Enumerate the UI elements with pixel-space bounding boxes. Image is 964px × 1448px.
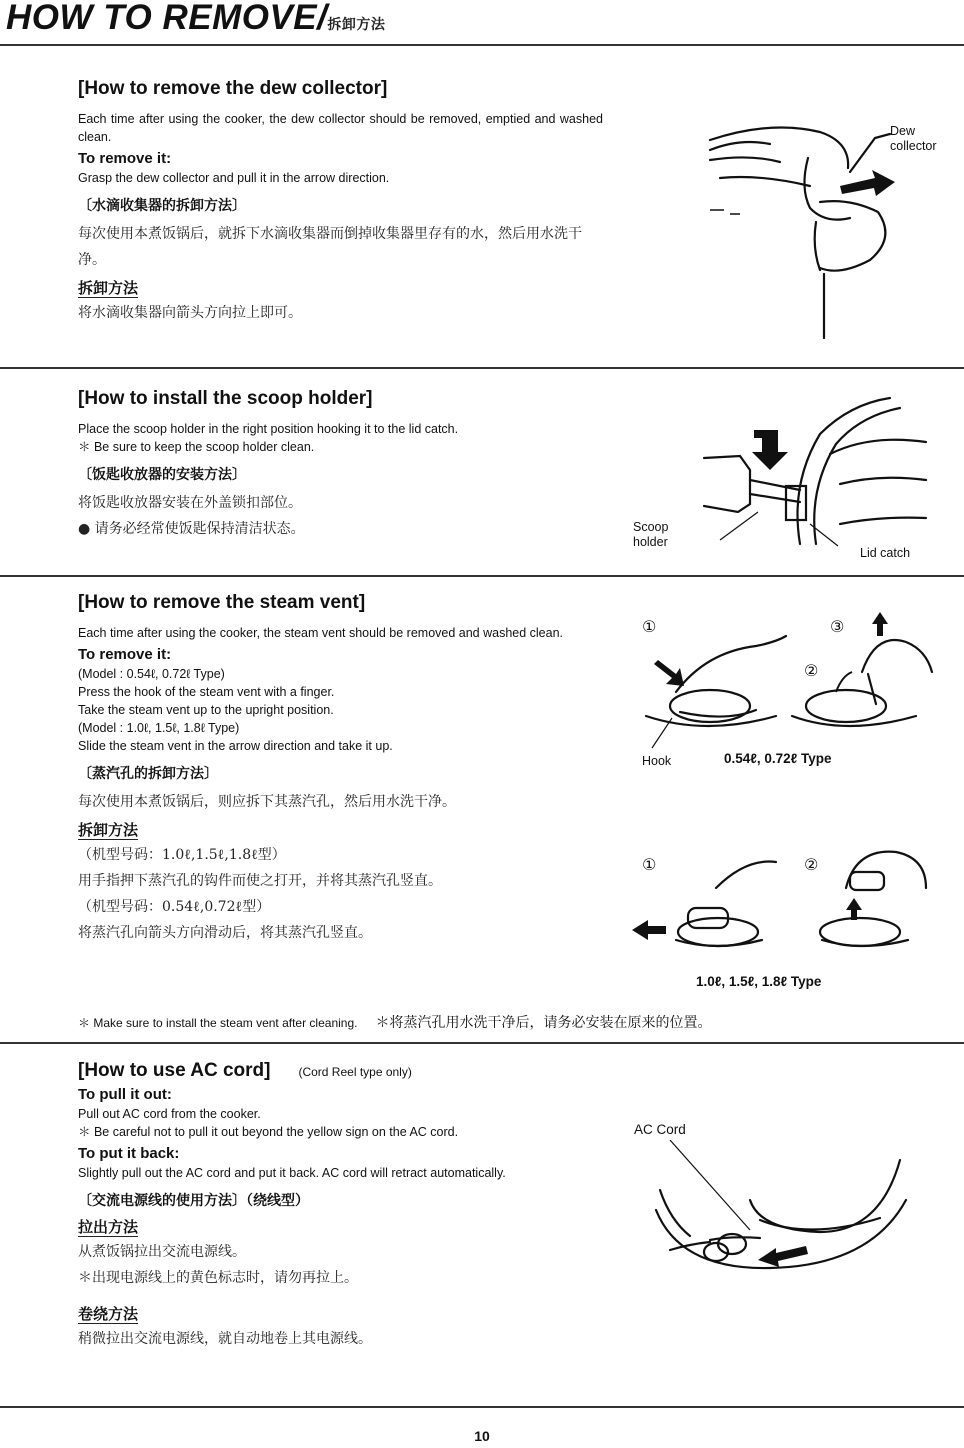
vent-cn-intro: 每次使用本煮饭锅后，则应拆下其蒸汽孔，然后用水洗干净。 — [78, 794, 456, 810]
cord-heading: [How to use AC cord] — [78, 1060, 271, 1081]
cord-cn-note1: ＊出现电源线上的黄色标志时，请勿再拉上。 — [78, 1270, 358, 1286]
vent-model-a: (Model : 0.54ℓ, 0.72ℓ Type) — [78, 667, 225, 681]
cord-pull-heading: To pull it out: — [78, 1086, 172, 1103]
vent-remove-heading: To remove it: — [78, 646, 172, 663]
cord-put-text: Slightly pull out the AC cord and put it back. AC cord will retract automatically. — [78, 1166, 506, 1180]
vent-model-b: (Model : 1.0ℓ, 1.5ℓ, 1.8ℓ Type) — [78, 721, 240, 735]
page-title-cn: 拆卸方法 — [327, 17, 386, 33]
vent-footnote-en: ＊ Make sure to install the steam vent after cleaning. — [78, 1016, 358, 1030]
dew-cn-intro: 每次使用本煮饭锅后，就拆下水滴收集器而倒掉收集器里存有的水，然后用水洗干净。 — [78, 226, 582, 268]
scoop-holder-section — [78, 388, 603, 542]
rule-1 — [0, 367, 964, 369]
steam-vent-section — [78, 592, 603, 946]
vent-num-1b: ① — [642, 857, 657, 874]
pull-arrow-icon — [840, 170, 895, 196]
rule-2 — [0, 575, 964, 577]
scoop-fig-label-catch: Lid catch — [860, 546, 911, 560]
vent-heading: [How to remove the steam vent] — [78, 592, 366, 613]
scoop-cn-heading: 〔饭匙收放器的安装方法〕 — [78, 467, 246, 483]
scoop-fig-label-holder: Scoop holder — [633, 520, 669, 549]
ac-cord-section — [78, 1060, 603, 1352]
vent-footnote — [78, 1012, 711, 1032]
cord-cn-text2: 稍微拉出交流电源线，就自动地卷上其电源线。 — [78, 1331, 372, 1347]
vent-cn-model-a: （机型号码：0.54ℓ,0.72ℓ型） — [78, 899, 271, 915]
ac-cord-figure — [650, 1140, 920, 1290]
vent-fig-type-b: 1.0ℓ, 1.5ℓ, 1.8ℓ Type — [696, 974, 822, 989]
title-rule — [0, 44, 964, 46]
vent-figure-large — [626, 828, 936, 968]
dew-collector-section — [78, 78, 603, 326]
vent-intro: Each time after using the cooker, the steam vent should be removed and washed clean. — [78, 626, 564, 640]
press-arrow-icon — [654, 660, 684, 686]
vent-figure-small — [636, 612, 946, 752]
vent-cn-step-b: 用手指押下蒸汽孔的钩件而使之打开，并将其蒸汽孔竖直。 — [78, 873, 442, 889]
scoop-intro: Place the scoop holder in the right position hooking it to the lid catch. — [78, 422, 459, 436]
up-arrow-icon — [872, 612, 888, 636]
scoop-cn-note: ● 请务必经常使饭匙保持清洁状态。 — [78, 521, 305, 537]
vent-num-3a: ③ — [830, 619, 845, 636]
vent-cn-step-a: 将蒸汽孔向箭头方向滑动后，将其蒸汽孔竖直。 — [78, 925, 372, 941]
cord-put-heading: To put it back: — [78, 1145, 180, 1162]
vent-fig-hook: Hook — [642, 754, 672, 768]
cord-cn-sub1: 拉出方法 — [78, 1218, 139, 1236]
cord-pull-note: ＊ Be careful not to pull it out beyond the yellow sign on the AC cord. — [78, 1125, 459, 1139]
cord-fig-label: AC Cord — [634, 1122, 686, 1137]
page-number: 10 — [474, 1428, 490, 1444]
cord-heading-row — [78, 1060, 603, 1082]
cord-cn-sub2: 卷绕方法 — [78, 1305, 139, 1323]
vent-cn-model-b: （机型号码：1.0ℓ,1.5ℓ,1.8ℓ型） — [78, 847, 286, 863]
scoop-cn-text: 将饭匙收放器安装在外盖锁扣部位。 — [78, 495, 302, 511]
vent-cn-sub: 拆卸方法 — [78, 821, 139, 839]
cord-cn-heading: 〔交流电源线的使用方法〕（绕线型） — [78, 1193, 309, 1209]
vent-step-b1: Slide the steam vent in the arrow direction and take it up. — [78, 739, 393, 753]
dew-remove-heading: To remove it: — [78, 150, 172, 167]
scoop-heading: [How to install the scoop holder] — [78, 388, 373, 409]
vent-footnote-cn: ＊将蒸汽孔用水洗干净后，请务必安装在原来的位置。 — [375, 1015, 712, 1031]
dew-cn-sub: 拆卸方法 — [78, 279, 139, 297]
dew-cn-text: 将水滴收集器向箭头方向拉上即可。 — [78, 305, 302, 321]
vent-cn-heading: 〔蒸汽孔的拆卸方法〕 — [78, 766, 218, 782]
cord-heading-note: (Cord Reel type only) — [298, 1065, 412, 1079]
rule-3 — [0, 1042, 964, 1044]
cord-pull-text: Pull out AC cord from the cooker. — [78, 1107, 261, 1121]
vent-num-2b: ② — [804, 857, 819, 874]
vent-step-a2: Take the steam vent up to the upright position. — [78, 703, 334, 717]
rule-4 — [0, 1406, 964, 1408]
cord-cn-text1: 从煮饭锅拉出交流电源线。 — [78, 1244, 246, 1260]
page-title — [6, 0, 385, 38]
scoop-note: ＊ Be sure to keep the scoop holder clean. — [78, 440, 315, 454]
dew-cn-heading: 〔水滴收集器的拆卸方法〕 — [78, 198, 246, 214]
page-title-en: HOW TO REMOVE/ — [6, 0, 328, 37]
dew-heading: [How to remove the dew collector] — [78, 78, 388, 99]
vent-num-2a: ② — [804, 663, 819, 680]
up-arrow-icon-2 — [846, 898, 862, 920]
vent-step-a1: Press the hook of the steam vent with a finger. — [78, 685, 335, 699]
down-arrow-icon — [752, 430, 788, 470]
cord-arrow-icon — [758, 1246, 808, 1267]
dew-remove-text: Grasp the dew collector and pull it in the arrow direction. — [78, 171, 390, 185]
dew-fig-label: Dew collector — [890, 124, 937, 153]
dew-intro: Each time after using the cooker, the dew collector should be removed, emptied and washed clean. — [78, 112, 603, 144]
vent-fig-type-a: 0.54ℓ, 0.72ℓ Type — [724, 751, 832, 766]
vent-num-1a: ① — [642, 619, 657, 636]
left-arrow-icon — [632, 920, 666, 940]
scoop-holder-figure — [690, 394, 930, 566]
